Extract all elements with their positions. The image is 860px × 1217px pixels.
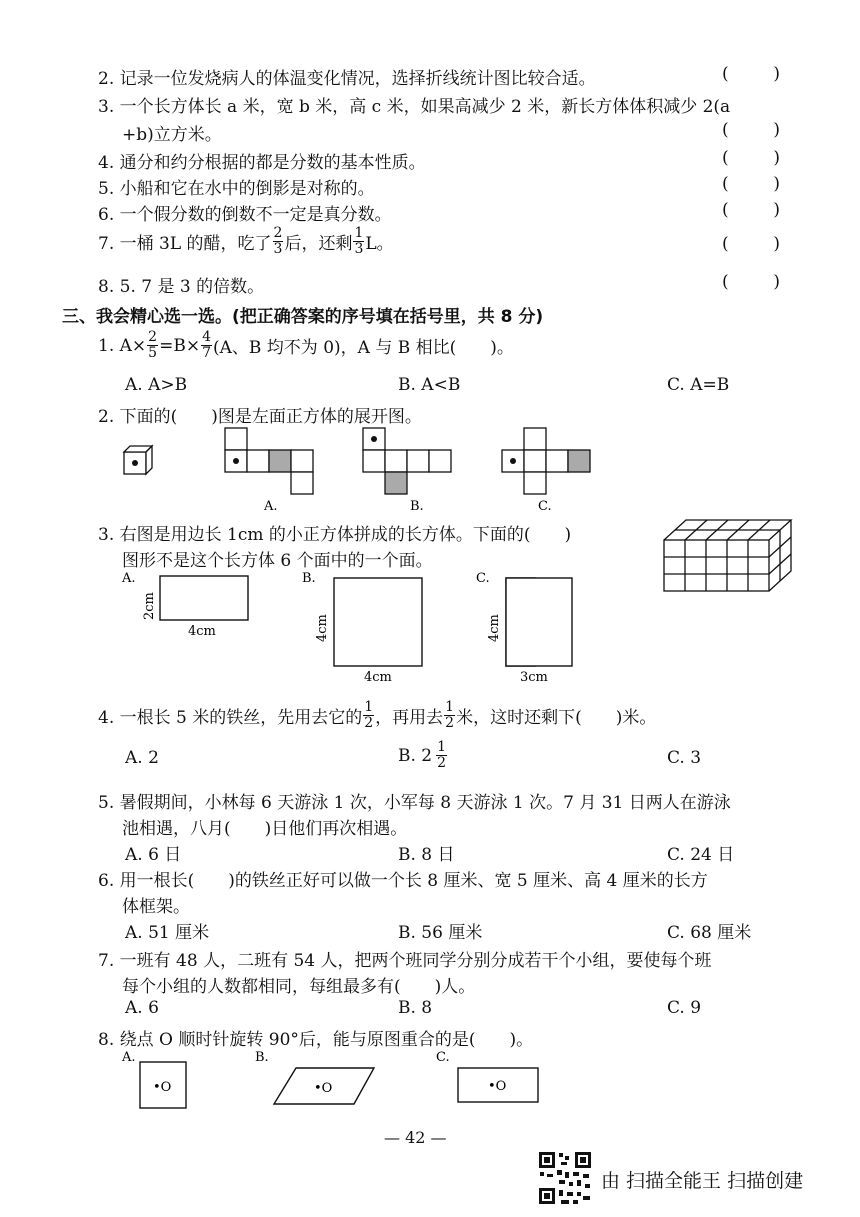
qr-code-icon	[537, 1150, 593, 1206]
choose-q8: 8. 绕点 O 顺时针旋转 90°后，能与原图重合的是( )。	[98, 1030, 534, 1050]
net-c[interactable]	[502, 428, 590, 494]
rectangle-a[interactable]	[160, 576, 248, 620]
judge-q5: 5. 小船和它在水中的倒影是对称的。	[98, 179, 375, 199]
judge-q8: 8. 5. 7 是 3 的倍数。	[98, 277, 265, 297]
option-b[interactable]: B. A<B	[398, 375, 461, 395]
option-c[interactable]: C. 68 厘米	[667, 923, 752, 943]
option-c-label: C.	[476, 571, 490, 586]
section-three-title: 三、我会精心选一选。(把正确答案的序号填在括号里，共 8 分)	[62, 307, 544, 327]
choose-q1: 1. A× $\frac{2}{5}$ =B× $\frac{4}{7}$ (A、B 均不为 0)，A 与 B 相比( )。	[98, 329, 514, 361]
option-b-label: B.	[302, 571, 316, 586]
option-a[interactable]: A. A>B	[125, 375, 188, 395]
answer-paren[interactable]: ( )	[722, 174, 780, 194]
net-b[interactable]	[363, 428, 451, 494]
rotation-options-figure	[118, 1048, 548, 1114]
point-o-a: •O	[153, 1080, 172, 1095]
judge-q3-line2: +b)立方米。	[122, 125, 222, 145]
option-c[interactable]: C. A=B	[667, 375, 730, 395]
option-b-label: B.	[255, 1050, 269, 1065]
option-b[interactable]: B. 56 厘米	[398, 923, 483, 943]
option-b[interactable]: B. 8 日	[398, 845, 455, 865]
rect-b-height: 4cm	[315, 614, 330, 642]
choose-q2: 2. 下面的( )图是左面正方体的展开图。	[98, 407, 422, 427]
option-c-label: C.	[436, 1050, 450, 1065]
choose-q6-line1: 6. 用一根长( )的铁丝正好可以做一个长 8 厘米、宽 5 厘米、高 4 厘米的长方	[98, 871, 708, 891]
option-c[interactable]: C. 9	[667, 998, 702, 1018]
choose-q7-line1: 7. 一班有 48 人，二班有 54 人，把两个班同学分别分成若干个小组，要使每个班	[98, 951, 712, 971]
choose-q6-line2: 体框架。	[122, 897, 190, 917]
fraction-one-half: $\frac{1}{2}$	[445, 699, 455, 731]
cube-icon	[124, 446, 152, 474]
fraction-two-fifths: $\frac{2}{5}$	[148, 329, 158, 361]
judge-q4: 4. 通分和约分根据的都是分数的基本性质。	[98, 153, 426, 173]
answer-paren[interactable]: ( )	[722, 120, 780, 140]
net-b-label: B.	[410, 499, 424, 512]
point-o-b: •O	[314, 1081, 333, 1096]
net-a[interactable]	[225, 428, 313, 494]
cuboid-figure	[660, 514, 798, 594]
option-a[interactable]: A. 2	[125, 748, 159, 768]
answer-paren[interactable]: ( )	[722, 234, 780, 254]
rectangle-c-figure	[480, 568, 580, 684]
net-a-label: A.	[264, 499, 278, 512]
judge-q6: 6. 一个假分数的倒数不一定是真分数。	[98, 205, 392, 225]
rect-a-width: 4cm	[188, 624, 216, 639]
choose-q5-line1: 5. 暑假期间，小林每 6 天游泳 1 次，小军每 8 天游泳 1 次。7 月 31 日两人在游泳	[98, 793, 731, 813]
fraction-two-thirds: $\frac{2}{3}$	[273, 225, 283, 257]
rect-a-height: 2cm	[142, 592, 157, 620]
rectangle-options-figure	[116, 568, 536, 684]
point-o-c: •O	[488, 1079, 507, 1094]
choose-q4: 4. 一根长 5 米的铁丝，先用去它的 $\frac{1}{2}$ ，再用去 $\frac{1}{2}$ 米，这时还剩下( )米。	[98, 699, 657, 731]
rectangle-c[interactable]	[506, 578, 572, 666]
choose-q3-line1: 3. 右图是用边长 1cm 的小正方体拼成的长方体。下面的( )	[98, 525, 572, 545]
fraction-one-half: $\frac{1}{2}$	[437, 739, 447, 771]
answer-paren[interactable]: ( )	[722, 272, 780, 292]
judge-q2: 2. 记录一位发烧病人的体温变化情况，选择折线统计图比较合适。	[98, 69, 596, 89]
rect-c-height: 4cm	[487, 614, 502, 642]
rect-b-width: 4cm	[364, 670, 392, 684]
net-c-label: C.	[538, 499, 552, 512]
answer-paren[interactable]: ( )	[722, 148, 780, 168]
option-c[interactable]: C. 3	[667, 748, 702, 768]
option-a[interactable]: A. 51 厘米	[125, 923, 210, 943]
judge-q3-line1: 3. 一个长方体长 a 米，宽 b 米，高 c 米，如果高减少 2 米，新长方体体积减少 2(a	[98, 97, 731, 117]
fraction-four-sevenths: $\frac{4}{7}$	[202, 329, 211, 361]
choose-q5-line2: 池相遇，八月( )日他们再次相遇。	[122, 819, 408, 839]
option-c[interactable]: C. 24 日	[667, 845, 735, 865]
option-a-label: A.	[122, 1050, 136, 1065]
page-number: — 42 —	[384, 1128, 447, 1147]
judge-q7: 7. 一桶 3L 的醋，吃了 $\frac{2}{3}$ 后，还剩 $\frac{1}{3}$ L。	[98, 225, 394, 257]
scanner-watermark: 由 扫描全能王 扫描创建	[601, 1170, 804, 1192]
rectangle-b[interactable]	[334, 578, 422, 666]
choose-q3-line2: 图形不是这个长方体 6 个面中的一个面。	[122, 551, 433, 571]
rect-c-width: 3cm	[520, 670, 548, 684]
fraction-one-half: $\frac{1}{2}$	[364, 699, 374, 731]
option-a[interactable]: A. 6	[125, 998, 159, 1018]
fraction-one-third: $\frac{1}{3}$	[354, 225, 364, 257]
option-a[interactable]: A. 6 日	[125, 845, 182, 865]
cube-nets-figure	[118, 420, 618, 512]
answer-paren[interactable]: ( )	[722, 64, 780, 84]
option-a-label: A.	[122, 571, 136, 586]
answer-paren[interactable]: ( )	[722, 200, 780, 220]
choose-q7-line2: 每个小组的人数都相同，每组最多有( )人。	[122, 977, 476, 997]
option-b[interactable]: B. 8	[398, 998, 433, 1018]
option-b[interactable]: B. 2 $\frac{1}{2}$	[398, 739, 447, 771]
